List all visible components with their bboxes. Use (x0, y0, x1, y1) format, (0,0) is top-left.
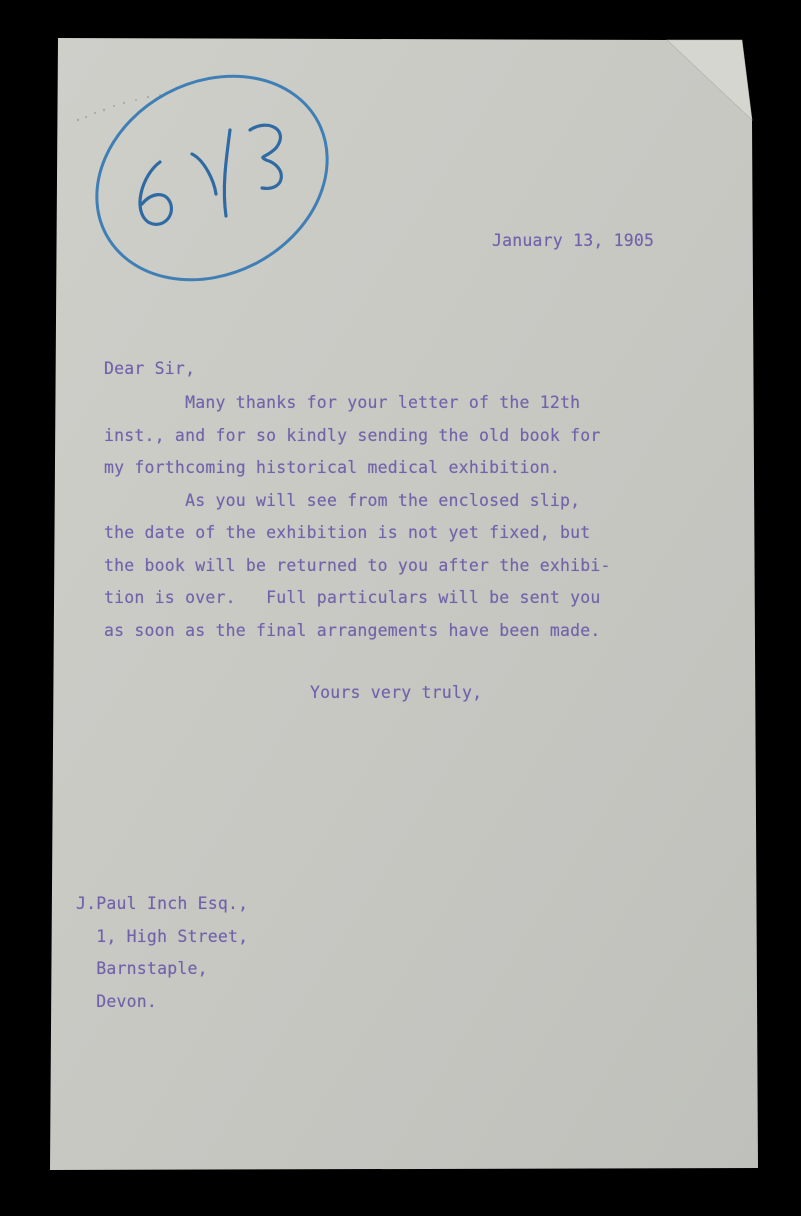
letter-closing: Yours very truly, (310, 683, 483, 702)
body-line: Many thanks for your letter of the 12th (104, 393, 581, 412)
body-line: As you will see from the enclosed slip, (104, 490, 581, 510)
body-line: as soon as the final arrangements have been made. (104, 620, 601, 640)
letter-salutation: Dear Sir, (104, 359, 196, 378)
letter-date: January 13, 1905 (492, 231, 655, 250)
address-line: J.Paul Inch Esq., (76, 894, 249, 913)
letter-body (104, 393, 611, 640)
body-line: inst., and for so kindly sending the old book for (104, 425, 601, 445)
address-line: Devon. (76, 991, 158, 1011)
archive-number-stamp (90, 70, 320, 230)
body-line: the date of the exhibition is not yet fixed, but (104, 523, 591, 542)
body-line: the book will be returned to you after the exhibi- (104, 555, 611, 575)
recipient-address (76, 894, 249, 1011)
body-line: tion is over. Full particulars will be sent you (104, 588, 601, 607)
address-line: 1, High Street, (76, 926, 249, 946)
address-line: Barnstaple, (76, 959, 208, 978)
body-line: my forthcoming historical medical exhibition. (104, 458, 561, 477)
